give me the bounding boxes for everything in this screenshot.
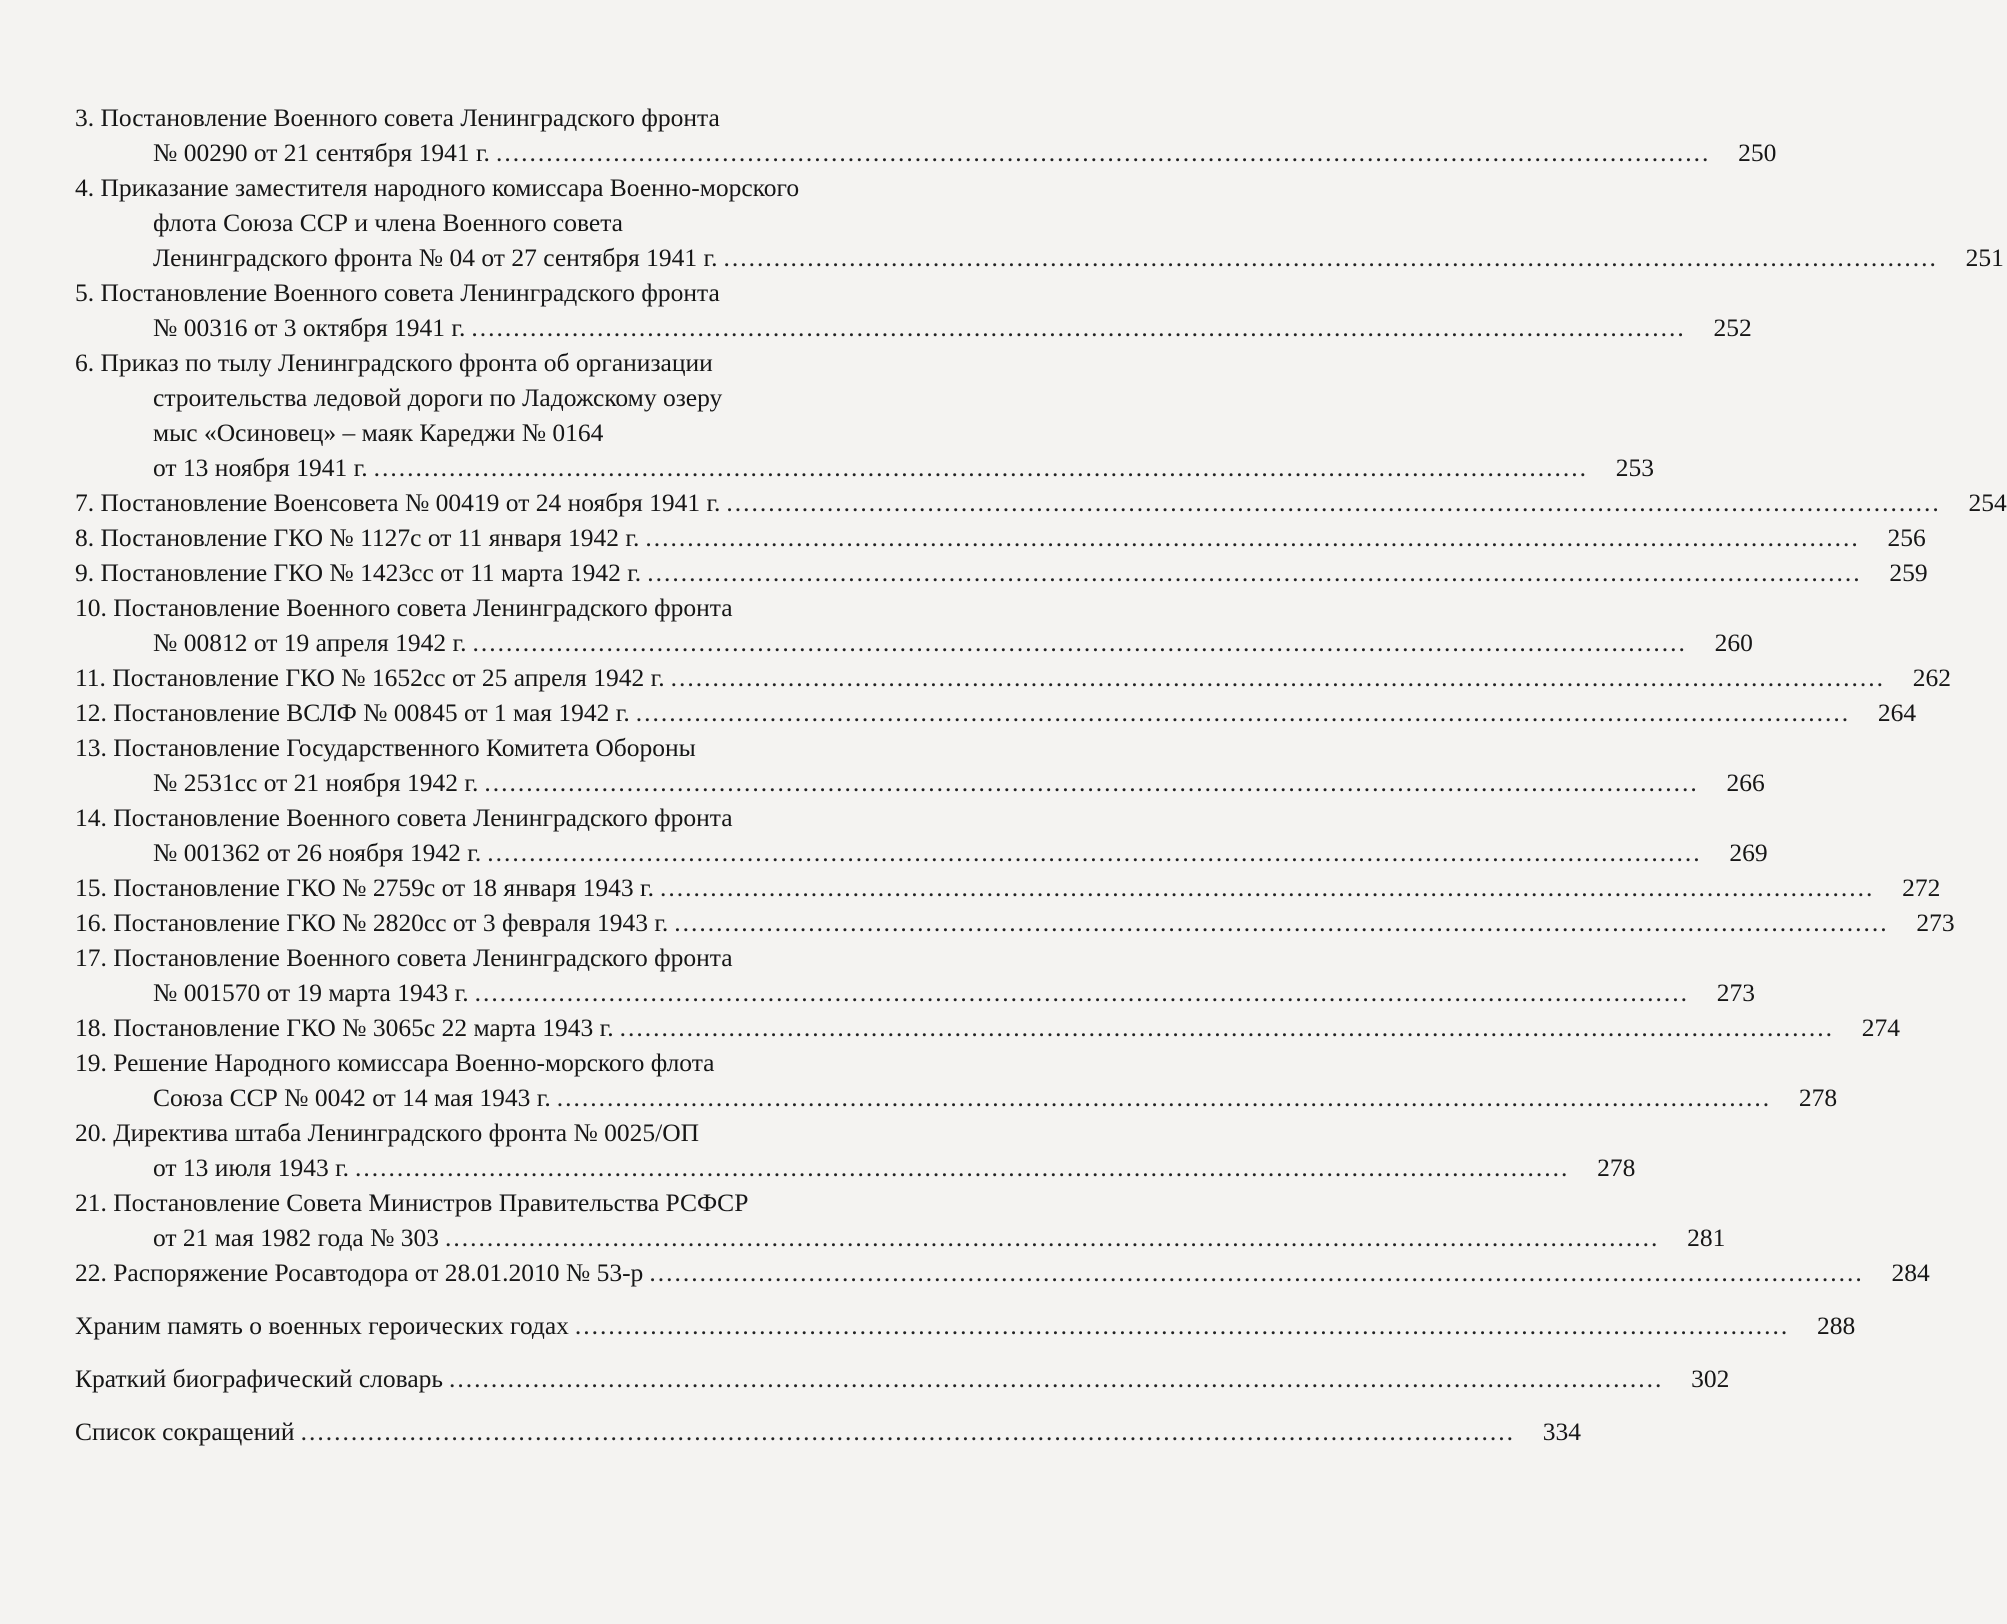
toc-section xyxy=(0,1361,1730,1396)
page-number: 254 xyxy=(1968,488,2007,517)
entry-text: 5. Постановление Военного совета Ленинградского фронта xyxy=(75,278,720,307)
section-line xyxy=(0,1414,1581,1449)
entry-first-line xyxy=(0,1045,1000,1080)
entry-text: 11. Постановление ГКО № 1652сс от 25 апреля 1942 г. xyxy=(75,663,665,692)
entry-continuation-line xyxy=(0,625,1753,660)
entry-first-line xyxy=(0,170,1000,205)
entry-text: 15. Постановление ГКО № 2759с от 18 января 1943 г. xyxy=(75,873,654,902)
entry-text: 16. Постановление ГКО № 2820сс от 3 февраля 1943 г. xyxy=(75,908,669,937)
entry-text: строительства ледовой дороги по Ладожскому озеру xyxy=(153,383,723,412)
toc-entry xyxy=(0,695,1917,730)
page-number: 272 xyxy=(1902,873,1941,902)
page-number: 281 xyxy=(1687,1223,1726,1252)
entry-text: от 13 ноября 1941 г. xyxy=(153,453,368,482)
entry-first-line xyxy=(0,1010,1901,1045)
entry-text: 12. Постановление ВСЛФ № 00845 от 1 мая 1942 г. xyxy=(75,698,630,727)
page-number: 302 xyxy=(1691,1364,1730,1393)
toc-entry xyxy=(0,870,1941,905)
toc-entry xyxy=(0,100,1777,170)
entry-text: 20. Директива штаба Ленинградского фронта № 0025/ОП xyxy=(75,1118,700,1147)
entry-text: флота Союза ССР и члена Военного совета xyxy=(153,208,623,237)
entry-text: 17. Постановление Военного совета Ленинградского фронта xyxy=(75,943,733,972)
entry-continuation-line xyxy=(0,380,1000,415)
entry-first-line xyxy=(0,695,1917,730)
toc-entry xyxy=(0,940,1755,1010)
entry-text: 3. Постановление Военного совета Ленинградского фронта xyxy=(75,103,720,132)
page-number: 269 xyxy=(1729,838,1768,867)
toc-entry xyxy=(0,1185,1726,1255)
dot-leader: ................................................................................................................................................. xyxy=(300,1417,1515,1446)
dot-leader: ................................................................................................................................................. xyxy=(355,1153,1570,1182)
page-number: 264 xyxy=(1877,698,1917,727)
entry-text: 14. Постановление Военного совета Ленинградского фронта xyxy=(75,803,733,832)
toc-entry xyxy=(0,590,1753,660)
dot-leader: ................................................................................................................................................. xyxy=(495,138,1711,167)
entry-continuation-line xyxy=(0,205,1000,240)
page-number: 260 xyxy=(1714,628,1753,657)
page-number: 273 xyxy=(1916,908,1955,937)
entry-first-line xyxy=(0,870,1941,905)
toc-entry xyxy=(0,345,1654,485)
toc-entry xyxy=(0,905,1955,940)
entry-text: № 001570 от 19 марта 1943 г. xyxy=(153,978,469,1007)
entry-first-line xyxy=(0,520,1926,555)
entry-continuation-line xyxy=(0,310,1752,345)
entry-first-line xyxy=(0,555,1928,590)
dot-leader: ................................................................................................................................................. xyxy=(723,243,1938,272)
toc-entry xyxy=(0,555,1928,590)
entry-continuation-line xyxy=(0,835,1768,870)
entry-text: от 21 мая 1982 года № 303 xyxy=(153,1223,440,1252)
entry-continuation-line xyxy=(0,450,1654,485)
entry-text: 10. Постановление Военного совета Ленинградского фронта xyxy=(75,593,733,622)
page-number: 274 xyxy=(1861,1013,1901,1042)
entry-first-line xyxy=(0,275,1000,310)
dot-leader: ................................................................................................................................................. xyxy=(449,1364,1664,1393)
entry-text: 19. Решение Народного комиссара Военно-морского флота xyxy=(75,1048,715,1077)
page-number: 259 xyxy=(1889,558,1928,587)
dot-leader: ................................................................................................................................................. xyxy=(484,768,1699,797)
entry-text: 7. Постановление Военсовета № 00419 от 24 ноября 1941 г. xyxy=(75,488,721,517)
entry-continuation-line xyxy=(0,1220,1726,1255)
entry-first-line xyxy=(0,485,2007,520)
entry-continuation-line xyxy=(0,975,1755,1010)
entry-first-line xyxy=(0,940,1000,975)
entry-text: 6. Приказ по тылу Ленинградского фронта об организации xyxy=(75,348,713,377)
dot-leader: ................................................................................................................................................. xyxy=(619,1013,1835,1042)
entry-text: № 2531сс от 21 ноября 1942 г. xyxy=(153,768,479,797)
entry-text: Ленинградского фронта № 04 от 27 сентября 1941 г. xyxy=(153,243,718,272)
toc-entry xyxy=(0,730,1765,800)
page-number: 250 xyxy=(1738,138,1777,167)
dot-leader: ................................................................................................................................................. xyxy=(373,453,1588,482)
entry-first-line xyxy=(0,905,1955,940)
page-number: 252 xyxy=(1713,313,1752,342)
entry-text: мыс «Осиновец» – маяк Кареджи № 0164 xyxy=(153,418,604,447)
entry-continuation-line xyxy=(0,1080,1838,1115)
entry-text: Храним память о военных героических годах xyxy=(75,1311,569,1340)
dot-leader: ................................................................................................................................................. xyxy=(659,873,1875,902)
dot-leader: ................................................................................................................................................. xyxy=(635,698,1851,727)
dot-leader: ................................................................................................................................................. xyxy=(670,663,1885,692)
page-number: 284 xyxy=(1891,1258,1930,1287)
toc-entry xyxy=(0,275,1752,345)
entry-text: № 00316 от 3 октября 1941 г. xyxy=(153,313,466,342)
entry-text: 13. Постановление Государственного Комитета Обороны xyxy=(75,733,696,762)
entry-text: 21. Постановление Совета Министров Правительства РСФСР xyxy=(75,1188,749,1217)
entry-first-line xyxy=(0,660,1951,695)
dot-leader: ................................................................................................................................................. xyxy=(645,523,1860,552)
entry-text: 4. Приказание заместителя народного комиссара Военно-морского xyxy=(75,173,800,202)
page-number: 256 xyxy=(1887,523,1926,552)
entry-text: 22. Распоряжение Росавтодора от 28.01.2010 № 53-р xyxy=(75,1258,644,1287)
entry-continuation-line xyxy=(0,135,1777,170)
entry-continuation-line xyxy=(0,1150,1636,1185)
entry-text: Союза ССР № 0042 от 14 мая 1943 г. xyxy=(153,1083,551,1112)
page-number: 273 xyxy=(1716,978,1755,1007)
toc-entry xyxy=(0,485,2007,520)
toc-entry xyxy=(0,1115,1636,1185)
entry-text: № 00290 от 21 сентября 1941 г. xyxy=(153,138,490,167)
section-line xyxy=(0,1361,1730,1396)
section-line xyxy=(0,1308,1856,1343)
entry-text: Краткий биографический словарь xyxy=(75,1364,444,1393)
entry-first-line xyxy=(0,100,1000,135)
entry-continuation-line xyxy=(0,765,1765,800)
entry-continuation-line xyxy=(0,415,1000,450)
table-of-contents xyxy=(0,100,2007,1449)
dot-leader: ................................................................................................................................................. xyxy=(471,313,1686,342)
toc-entry xyxy=(0,800,1768,870)
entry-text: 18. Постановление ГКО № 3065с 22 марта 1943 г. xyxy=(75,1013,614,1042)
toc-section xyxy=(0,1414,1581,1449)
dot-leader: ................................................................................................................................................. xyxy=(574,1311,1790,1340)
toc-section xyxy=(0,1308,1856,1343)
dot-leader: ................................................................................................................................................. xyxy=(647,558,1862,587)
dot-leader: ................................................................................................................................................. xyxy=(472,628,1687,657)
entry-text: от 13 июля 1943 г. xyxy=(153,1153,350,1182)
page-number: 262 xyxy=(1912,663,1951,692)
toc-entry xyxy=(0,520,1926,555)
entry-first-line xyxy=(0,1255,1930,1290)
entry-first-line xyxy=(0,1115,1000,1150)
page-number: 278 xyxy=(1798,1083,1838,1112)
page-number: 251 xyxy=(1965,243,2004,272)
page-number: 278 xyxy=(1597,1153,1636,1182)
entry-first-line xyxy=(0,345,1000,380)
dot-leader: ................................................................................................................................................. xyxy=(556,1083,1772,1112)
entry-text: 8. Постановление ГКО № 1127с от 11 января 1942 г. xyxy=(75,523,640,552)
page-number: 288 xyxy=(1817,1311,1856,1340)
toc-entry xyxy=(0,660,1951,695)
toc-entry xyxy=(0,1255,1930,1290)
entry-first-line xyxy=(0,590,1000,625)
dot-leader: ................................................................................................................................................. xyxy=(726,488,1941,517)
entry-text: 9. Постановление ГКО № 1423сс от 11 марта 1942 г. xyxy=(75,558,642,587)
entry-continuation-line xyxy=(0,240,2004,275)
dot-leader: ................................................................................................................................................. xyxy=(649,1258,1864,1287)
dot-leader: ................................................................................................................................................. xyxy=(487,838,1702,867)
entry-first-line xyxy=(0,730,1000,765)
page-number: 334 xyxy=(1542,1417,1581,1446)
entry-text: № 00812 от 19 апреля 1942 г. xyxy=(153,628,467,657)
toc-entry xyxy=(0,1045,1838,1115)
toc-entry xyxy=(0,1010,1901,1045)
page-number: 253 xyxy=(1615,453,1654,482)
dot-leader: ................................................................................................................................................. xyxy=(445,1223,1660,1252)
entry-first-line xyxy=(0,800,1000,835)
entry-text: № 001362 от 26 ноября 1942 г. xyxy=(153,838,482,867)
page-number: 266 xyxy=(1726,768,1765,797)
dot-leader: ................................................................................................................................................. xyxy=(474,978,1689,1007)
toc-entry xyxy=(0,170,2004,275)
entry-text: Список сокращений xyxy=(75,1417,295,1446)
entry-first-line xyxy=(0,1185,1000,1220)
dot-leader: ................................................................................................................................................. xyxy=(674,908,1889,937)
